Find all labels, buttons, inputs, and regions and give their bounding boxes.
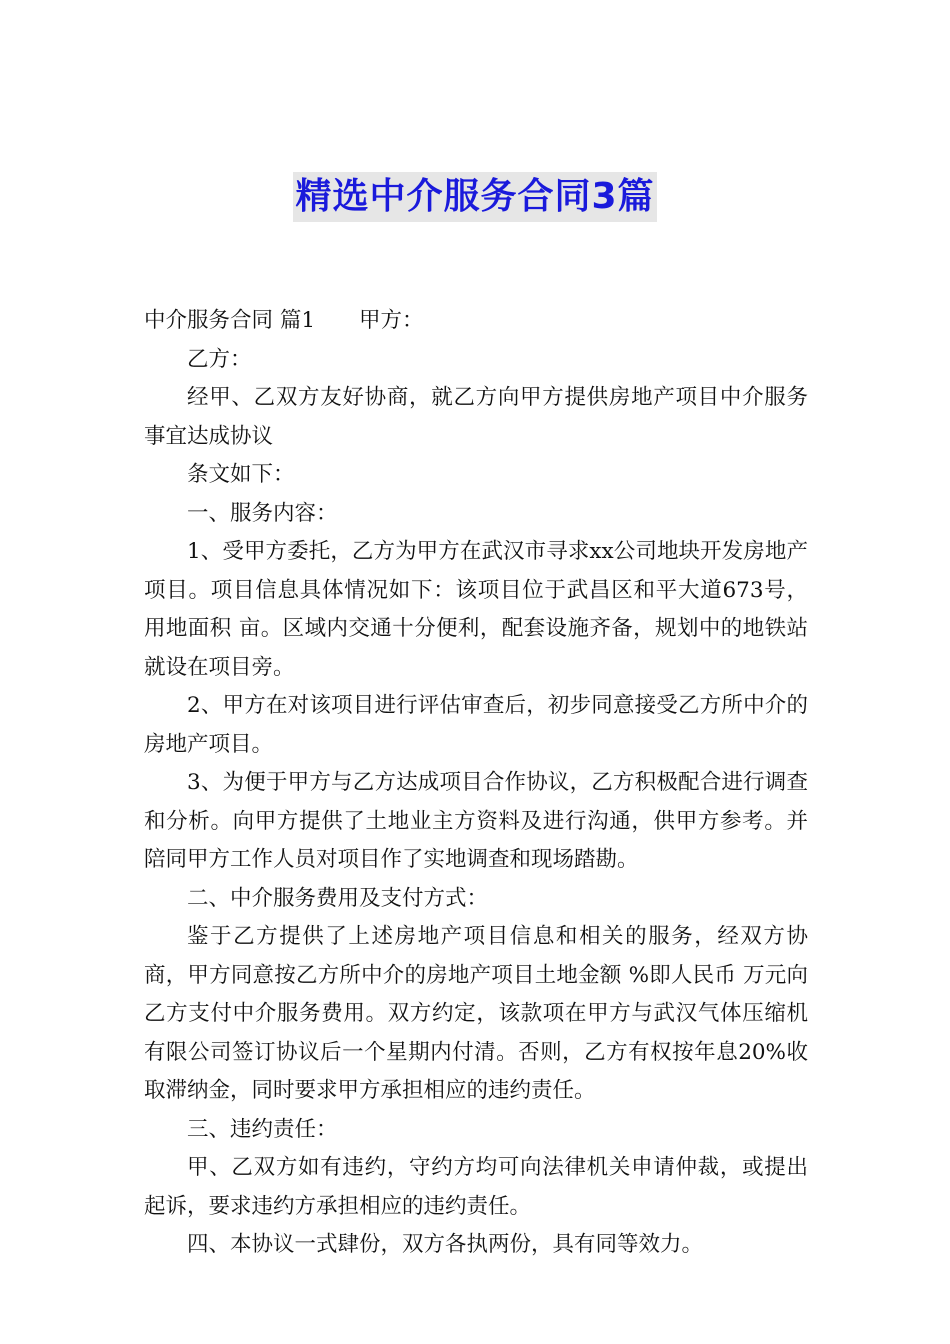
paragraph-breach: 甲、乙双方如有违约，守约方均可向法律机关申请仲裁，或提出起诉，要求违约方承担相应的违约责任。 <box>144 1155 808 1219</box>
paragraph-copies: 四、本协议一式肆份，双方各执两份，具有同等效力。 <box>187 1232 704 1257</box>
party-a-label: 甲方： <box>359 308 424 333</box>
document-body <box>144 302 808 1265</box>
section-heading-breach: 三、违约责任： <box>187 1116 338 1142</box>
paragraph-item-1: 1、受甲方委托，乙方为甲方在武汉市寻求xx公司地块开发房地产项目。项目信息具体情况如下：该项目位于武昌区和平大道673号，用地面积 亩。区域内交通十分便利，配套设施齐备，规划中的地铁站就设在项目旁。 <box>144 539 808 680</box>
document-title-container <box>0 172 950 222</box>
section-heading-line <box>144 302 808 341</box>
paragraph-item-2: 2、甲方在对该项目进行评估审查后，初步同意接受乙方所中介的房地产项目。 <box>144 693 808 757</box>
section-heading-fees: 二、中介服务费用及支付方式： <box>187 885 489 911</box>
document-title: 精选中介服务合同3篇 <box>293 172 656 222</box>
section-heading-service: 一、服务内容： <box>187 500 338 526</box>
paragraph-party-b: 乙方： <box>187 346 252 372</box>
paragraph-item-3: 3、为便于甲方与乙方达成项目合作协议，乙方积极配合进行调查和分析。向甲方提供了土地业主方资料及进行沟通，供甲方参考。并陪同甲方工作人员对项目作了实地调查和现场踏勘。 <box>144 770 808 872</box>
paragraph-intro: 经甲、乙双方友好协商，就乙方向甲方提供房地产项目中介服务事宜达成协议 <box>144 385 808 449</box>
section-title: 中介服务合同 篇1 <box>144 308 316 333</box>
paragraph-fees: 鉴于乙方提供了上述房地产项目信息和相关的服务，经双方协商，甲方同意按乙方所中介的房地产项目土地金额 %即人民币 万元向乙方支付中介服务费用。双方约定，该款项在甲方与武汉气体压缩机有限公司签订协议后一个星期内付清。否则，乙方有权按年息20%收取滞纳金，同时要求甲方承担相应的违约责任。 <box>144 924 808 1103</box>
paragraph-terms-label: 条文如下： <box>187 462 295 487</box>
